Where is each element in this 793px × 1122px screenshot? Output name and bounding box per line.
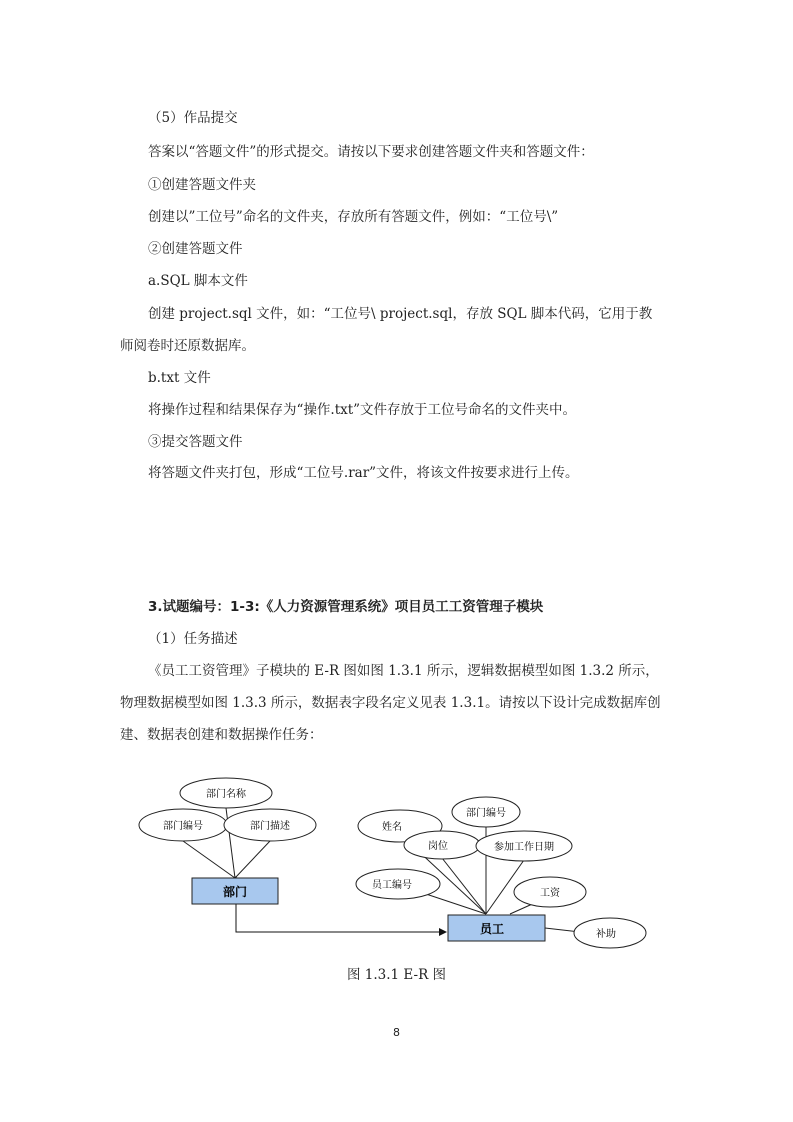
attr-position <box>404 831 480 859</box>
svg-text:参加工作日期: 参加工作日期 <box>494 842 554 853</box>
paragraph: ②创建答题文件 <box>148 241 243 257</box>
attr-emp-dept-no <box>452 797 520 827</box>
svg-text:部门名称: 部门名称 <box>206 789 246 800</box>
svg-text:部门: 部门 <box>222 885 248 899</box>
attr-join-date <box>476 831 572 861</box>
svg-text:工资: 工资 <box>540 888 560 899</box>
paragraph: 师阅卷时还原数据库。 <box>120 338 255 354</box>
svg-text:部门描述: 部门描述 <box>250 821 290 832</box>
paragraph: 创建以”工位号”命名的文件夹，存放所有答题文件，例如：“工位号\” <box>148 209 559 225</box>
paragraph: 创建 project.sql 文件，如：“工位号\ project.sql，存放 SQL 脚本代码，它用于教 <box>148 306 653 322</box>
svg-text:姓名: 姓名 <box>382 822 402 833</box>
section-subheading-submission: （5）作品提交 <box>148 110 238 126</box>
attr-allowance <box>574 918 646 948</box>
section-heading: 3.试题编号：1-3:《人力资源管理系统》项目员工工资管理子模块 <box>148 599 544 615</box>
svg-text:补助: 补助 <box>596 929 616 940</box>
paragraph: ①创建答题文件夹 <box>148 177 256 193</box>
svg-text:部门编号: 部门编号 <box>466 808 506 819</box>
figure-caption: 图 1.3.1 E-R 图 <box>346 967 447 983</box>
svg-text:岗位: 岗位 <box>428 841 448 852</box>
attr-salary <box>514 877 586 907</box>
attr-emp-no <box>356 869 440 899</box>
paragraph: 物理数据模型如图 1.3.3 所示，数据表字段名定义见表 1.3.1。请按以下设计完成数据库创 <box>120 695 661 711</box>
attr-dept-name <box>180 778 272 808</box>
paragraph: 将操作过程和结果保存为“操作.txt”文件存放于工位号命名的文件夹中。 <box>148 402 577 418</box>
paragraph: ③提交答题文件 <box>148 434 243 450</box>
paragraph: 答案以“答题文件”的形式提交。请按以下要求创建答题文件夹和答题文件： <box>148 144 594 160</box>
paragraph: b.txt 文件 <box>148 370 211 386</box>
svg-text:部门编号: 部门编号 <box>163 821 203 832</box>
svg-text:员工编号: 员工编号 <box>372 880 412 891</box>
entity-department <box>192 878 278 904</box>
attr-dept-desc <box>224 809 316 841</box>
paragraph: 将答题文件夹打包，形成“工位号.rar”文件，将该文件按要求进行上传。 <box>148 465 579 481</box>
paragraph: 《员工工资管理》子模块的 E-R 图如图 1.3.1 所示，逻辑数据模型如图 1.3.2 所示， <box>148 663 659 679</box>
svg-text:员工: 员工 <box>479 922 505 936</box>
paragraph: 建、数据表创建和数据操作任务： <box>120 727 323 743</box>
entity-employee <box>448 915 545 941</box>
attr-dept-no <box>139 809 227 841</box>
paragraph: （1）任务描述 <box>148 631 238 647</box>
paragraph: a.SQL 脚本文件 <box>148 273 248 289</box>
page-number: 8 <box>393 1026 400 1039</box>
